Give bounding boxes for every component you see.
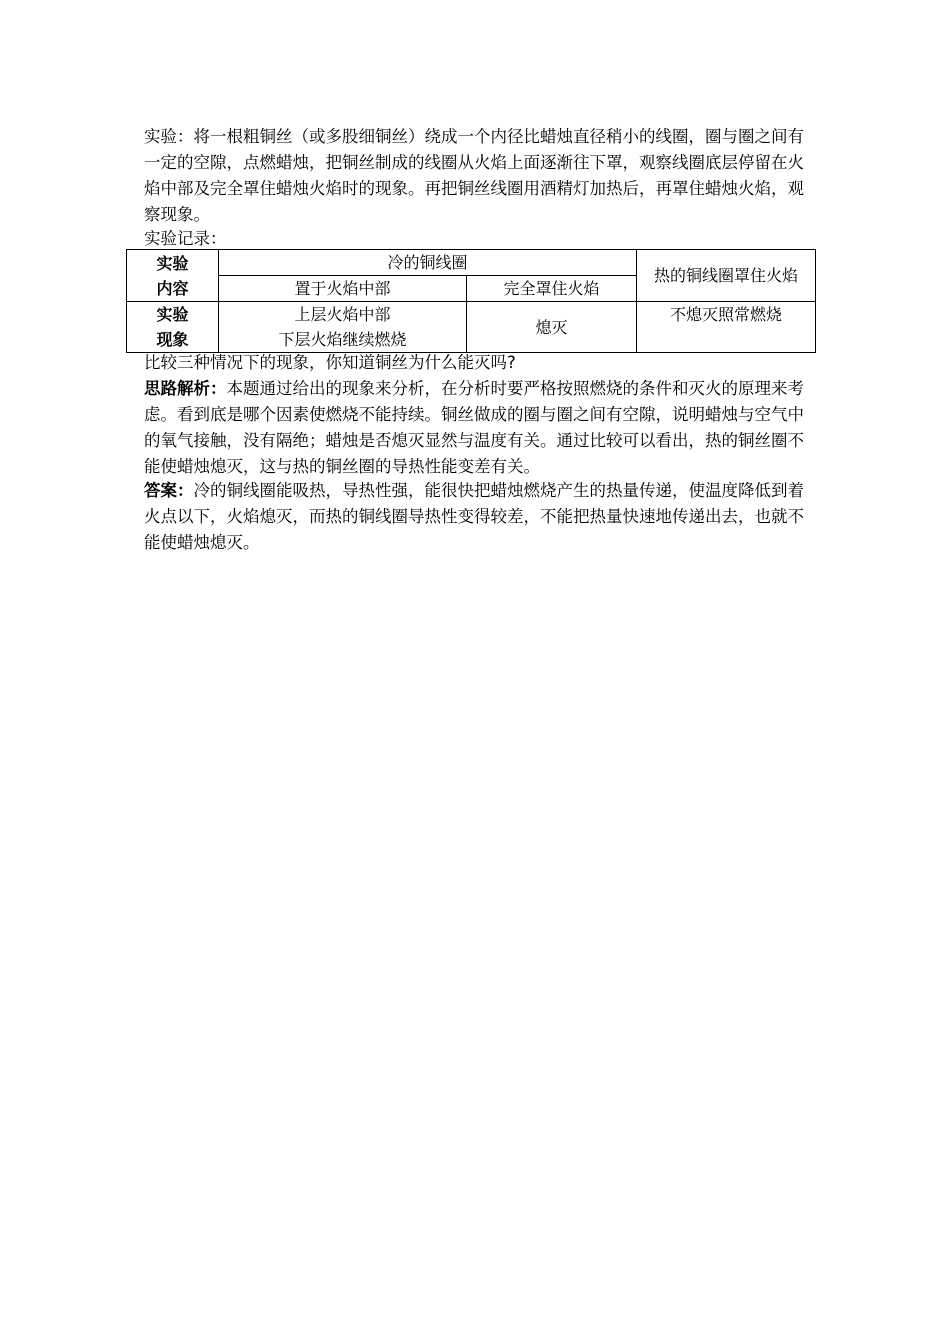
sub-header-middle: 置于火焰中部 bbox=[219, 276, 467, 302]
analysis-label: 思路解析： bbox=[144, 379, 227, 398]
experiment-intro: 实验：将一根粗铜丝（或多股细铜丝）绕成一个内径比蜡烛直径稍小的线圈，圈与圈之间有一定的空隙，点燃蜡烛，把铜丝制成的线圈从火焰上面逐渐往下罩，观察线圈底层停留在火焰中部及完全罩住蜡烛火焰时的现象。再把铜丝线圈用酒精灯加热后，再罩住蜡烛火焰，观察现象。 bbox=[144, 127, 804, 224]
result-full-cell: 熄灭 bbox=[467, 302, 637, 353]
table-header-row-1 bbox=[127, 250, 816, 276]
record-label: 实验记录： bbox=[144, 229, 227, 248]
question-text: 比较三种情况下的现象，你知道铜丝为什么能灭吗? bbox=[144, 353, 516, 372]
phenomenon-header-cell bbox=[127, 302, 219, 353]
answer-paragraph bbox=[144, 478, 812, 556]
answer-text: 冷的铜线圈能吸热，导热性强，能很快把蜡烛燃烧产生的热量传递，使温度降低到着火点以下，火焰熄灭，而热的铜线圈导热性变得较差，不能把热量快速地传递出去，也就不能使蜡烛熄灭。 bbox=[144, 481, 804, 552]
result-middle-line-2: 下层火焰继续燃烧 bbox=[278, 330, 407, 349]
experiment-record-table bbox=[126, 249, 816, 353]
answer-label: 答案： bbox=[144, 481, 194, 500]
result-middle-line-1: 上层火焰中部 bbox=[294, 305, 391, 324]
hot-coil-header: 热的铜线圈罩住火焰 bbox=[637, 250, 816, 302]
phenomenon-header-line-1: 实验 bbox=[156, 305, 189, 324]
sub-header-full: 完全罩住火焰 bbox=[467, 276, 637, 302]
phenomenon-header-line-2: 现象 bbox=[156, 330, 189, 349]
content-header-line-1: 实验 bbox=[156, 253, 189, 273]
table-result-row bbox=[127, 302, 816, 353]
result-middle-cell bbox=[219, 302, 467, 353]
content-header-line-2: 内容 bbox=[156, 278, 189, 298]
analysis-paragraph bbox=[144, 376, 812, 480]
cold-coil-header: 冷的铜线圈 bbox=[219, 250, 637, 276]
analysis-text: 本题通过给出的现象来分析，在分析时要严格按照燃烧的条件和灭火的原理来考虑。看到底是哪个因素使燃烧不能持续。铜丝做成的圈与圈之间有空隙，说明蜡烛与空气中的氧气接触，没有隔绝；蜡烛是否熄灭显然与温度有关。通过比较可以看出，热的铜丝圈不能使蜡烛熄灭，这与热的铜丝圈的导热性能变差有关。 bbox=[144, 379, 804, 476]
content-header-cell bbox=[127, 250, 219, 302]
result-hot-cell: 不熄灭照常燃烧 bbox=[637, 302, 816, 353]
